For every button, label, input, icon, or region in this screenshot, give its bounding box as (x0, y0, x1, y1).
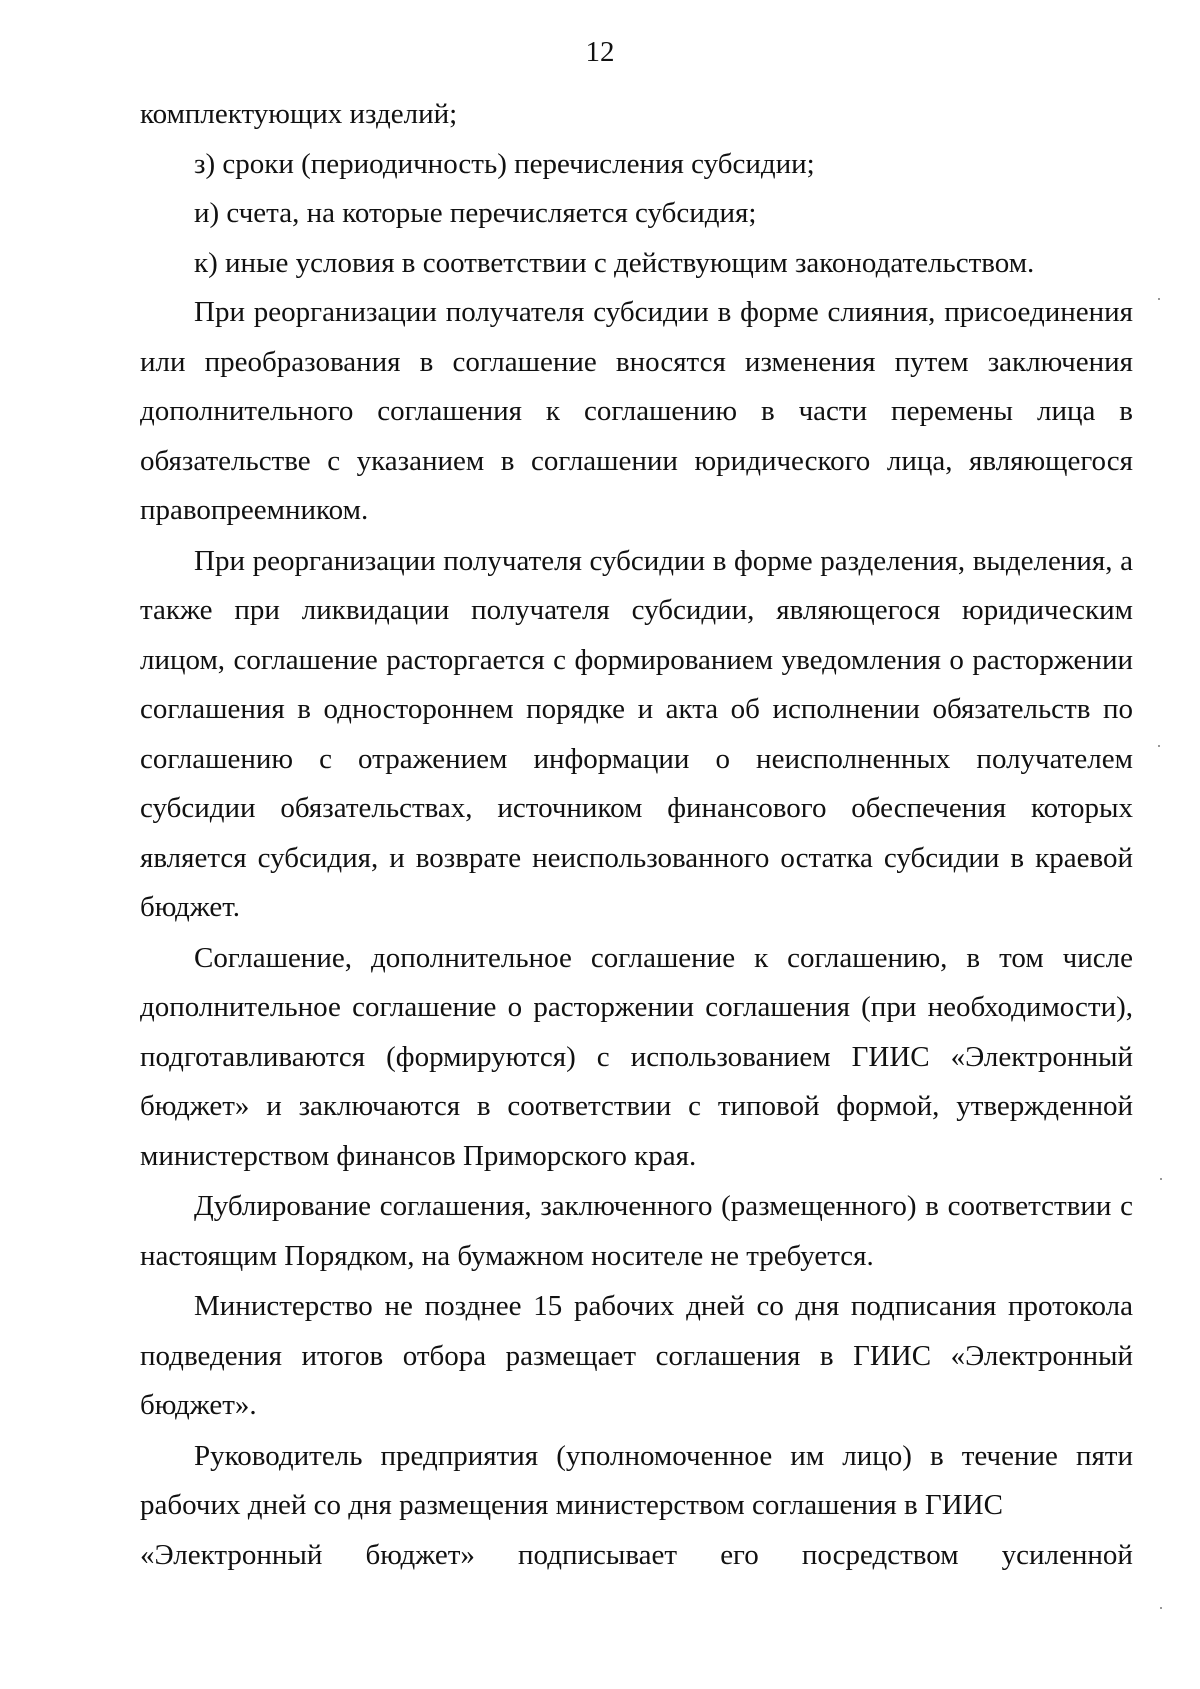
page-number: 12 (585, 36, 615, 68)
paragraph-paper-duplication: Дублирование соглашения, заключенного (размещенного) в соответствии с настоящим Порядком, на бумажном носителе не требуется. (140, 1190, 1133, 1272)
paragraph-agreement-preparation: Соглашение, дополнительное соглашение к соглашению, в том числе дополнительное соглашение о расторжении соглашения (при необходимости), подготавливаются (формируются) с использованием ГИИС «Электронный бюджет» и заключаются в соответствии с типовой формой, утвержденной министерством финансов Приморского края. (140, 941, 1133, 1172)
last-line-word: усиленной (1001, 1538, 1133, 1571)
scan-speck (1160, 1178, 1162, 1180)
list-item-z: з) сроки (периодичность) перечисления субсидии; (194, 147, 815, 180)
last-line-word: «Электронный (140, 1538, 323, 1571)
scan-speck (1158, 745, 1160, 747)
list-item-k: к) иные условия в соответствии с действующим законодательством. (194, 246, 1035, 279)
paragraph-reorganization-division: При реорганизации получателя субсидии в форме разделения, выделения, а также при ликвидации получателя субсидии, являющегося юридическим лицом, соглашение расторгается с формированием уведомления о расторжении соглашения в одностороннем порядке и акта об исполнении обязательств по соглашению с отражением информации о неисполненных получателем субсидии обязательствах, источником финансового обеспечения которых является субсидия, и возврате неиспользованного остатка субсидии в краевой бюджет. (140, 544, 1133, 923)
list-item-i: и) счета, на которые перечисляется субсидия; (194, 197, 757, 229)
last-line-word: его (720, 1538, 759, 1571)
last-line-word: бюджет» (365, 1538, 475, 1571)
scan-speck (1158, 298, 1160, 300)
paragraph-signing-last-line (140, 1531, 1133, 1581)
last-line-word: подписывает (518, 1538, 678, 1571)
paragraph-signing: Руководитель предприятия (уполномоченное им лицо) в течение пяти рабочих дней со дня размещения министерством соглашения в ГИИС (140, 1439, 1133, 1521)
paragraph-reorganization-merger: При реорганизации получателя субсидии в форме слияния, присоединения или преобразования в соглашение вносятся изменения путем заключения дополнительного соглашения к соглашению в части перемены лица в обязательстве с указанием в соглашении юридического лица, являющегося правопреемником. (140, 296, 1133, 526)
paragraph-continuation: комплектующих изделий; (140, 98, 458, 130)
document-body (140, 90, 1133, 1580)
last-line-word: посредством (801, 1538, 959, 1571)
scan-speck (1160, 1607, 1162, 1609)
paragraph-ministry-placement: Министерство не позднее 15 рабочих дней со дня подписания протокола подведения итогов отбора размещает соглашения в ГИИС «Электронный бюджет». (140, 1290, 1133, 1421)
